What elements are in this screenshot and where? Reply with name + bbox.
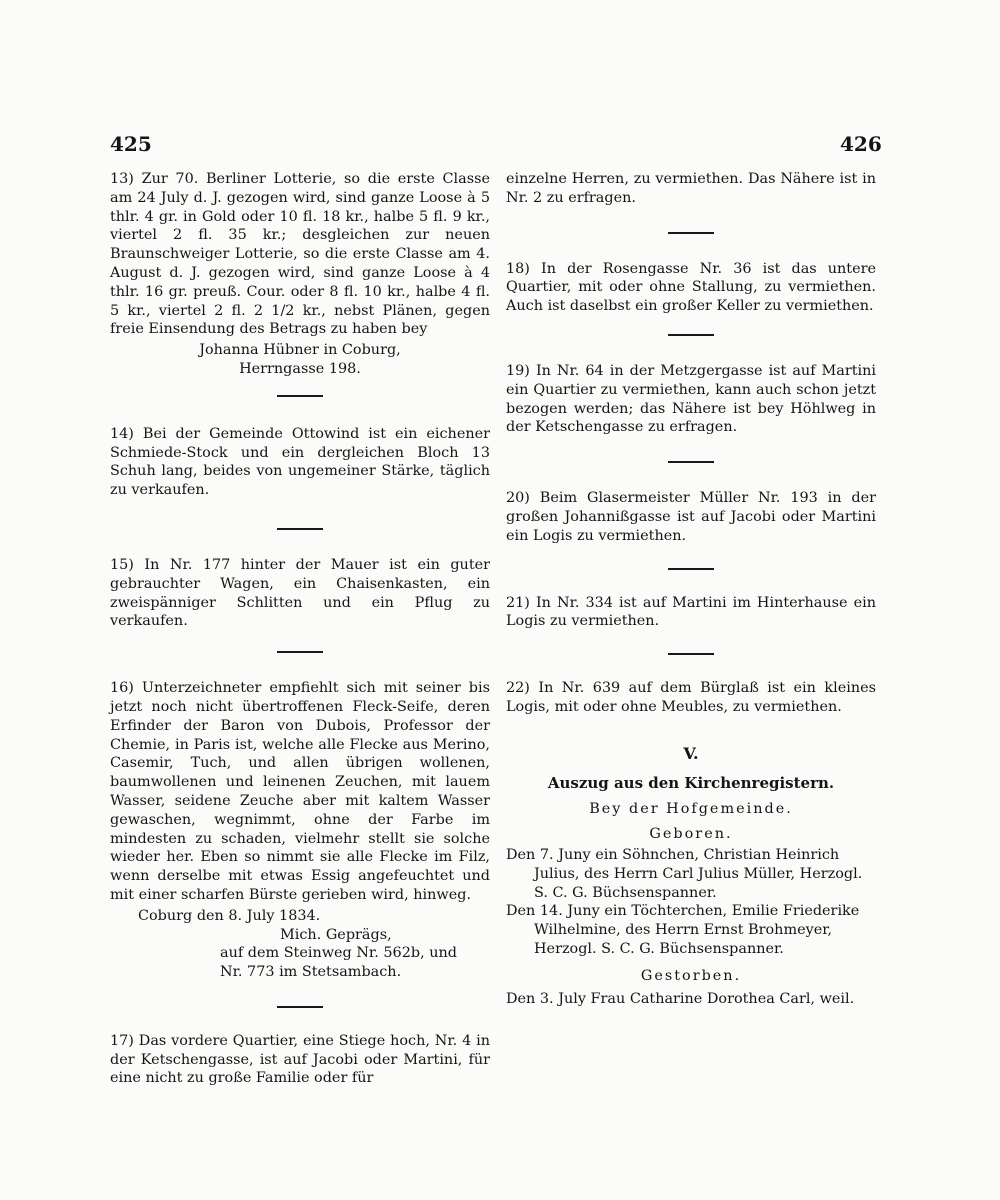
divider	[277, 1006, 323, 1008]
notice-18: 18) In der Rosengasse Nr. 36 ist das untere Quartier, mit oder ohne Stallung, zu vermiethen. Auch ist daselbst ein großer Keller zu vermiethen.	[506, 260, 876, 315]
section-subtitle: Bey der Hofgemeinde.	[589, 801, 793, 818]
divider	[668, 461, 714, 463]
signature-16-address2: Nr. 773 im Stetsambach.	[220, 964, 402, 981]
divider	[668, 653, 714, 655]
births-heading: Geboren.	[649, 826, 733, 843]
divider	[277, 395, 323, 397]
page-number-right: 426	[840, 132, 882, 156]
notice-13: 13) Zur 70. Berliner Lotterie, so die erste Classe am 24 July d. J. gezogen wird, sind ganze Loose à 5 thlr. 4 gr. in Gold oder 10 fl. 18 kr., halbe 5 fl. 9 kr., viertel 2 fl. 35 kr.; desgleichen zur neuen Braunschweiger Lotterie, so die erste Classe am 4. August d. J. gezogen wird, sind ganze Loose à 4 thlr. 16 gr. preuß. Cour. oder 8 fl. 10 kr., halbe 4 fl. 5 kr., viertel 2 fl. 2 1/2 kr., nebst Plänen, gegen freie Einsendung des Betrags zu haben bey	[110, 171, 490, 338]
notice-21: 21) In Nr. 334 ist auf Martini im Hinterhause ein Logis zu vermiethen.	[506, 594, 876, 630]
notice-17: 17) Das vordere Quartier, eine Stiege hoch, Nr. 4 in der Ketschengasse, ist auf Jacobi oder Martini, für eine nicht zu große Familie oder für	[110, 1032, 490, 1087]
section-number: V.	[683, 743, 699, 763]
place-date-16: Coburg den 8. July 1834.	[138, 907, 321, 924]
death-record-1: Den 3. July Frau Catharine Dorothea Carl, weil.	[506, 990, 855, 1007]
notice-22: 22) In Nr. 639 auf dem Bürglaß ist ein kleines Logis, mit oder ohne Meubles, zu vermiethen.	[506, 680, 876, 715]
left-column	[110, 170, 490, 1088]
section-title: Auszug aus den Kirchenregistern.	[547, 773, 835, 792]
page-number-left: 425	[110, 132, 152, 156]
notice-20: 20) Beim Glasermeister Müller Nr. 193 in der großen Johannißgasse ist auf Jacobi oder Martini ein Logis zu vermiethen.	[506, 490, 876, 544]
right-column	[506, 170, 876, 1008]
notice-19: 19) In Nr. 64 in der Metzgergasse ist auf Martini ein Quartier zu vermiethen, kann auch schon jetzt bezogen werden; das Nähere ist bey Höhlweg in der Ketschengasse zu erfragen.	[506, 362, 876, 436]
signature-16-address1: auf dem Steinweg Nr. 562b, und	[220, 945, 457, 962]
divider	[277, 528, 323, 530]
signature-16-name: Mich. Geprägs,	[280, 926, 392, 943]
notice-17-continued: einzelne Herren, zu vermiethen. Das Nähere ist in Nr. 2 zu erfragen.	[506, 171, 876, 206]
signature-13-address: Herrngasse 198.	[239, 360, 361, 377]
divider	[668, 334, 714, 336]
divider	[668, 232, 714, 234]
notice-15: 15) In Nr. 177 hinter der Mauer ist ein guter gebrauchter Wagen, ein Chaisenkasten, ein zweispänniger Schlitten und ein Pflug zu verkaufen.	[110, 556, 490, 630]
birth-record-1: Den 7. Juny ein Söhnchen, Christian Heinrich Julius, des Herrn Carl Julius Müller, Herzogl. S. C. G. Büchsenspanner.	[506, 846, 863, 901]
signature-13-name: Johanna Hübner in Coburg,	[199, 342, 401, 359]
deaths-heading: Gestorben.	[640, 967, 742, 984]
birth-record-2: Den 14. Juny ein Töchterchen, Emilie Friederike Wilhelmine, des Herrn Ernst Brohmeyer, Herzogl. S. C. G. Büchsenspanner.	[506, 903, 860, 957]
notice-14: 14) Bei der Gemeinde Ottowind ist ein eichener Schmiede-Stock und ein dergleichen Bloch 13 Schuh lang, beides von ungemeiner Stärke, täglich zu verkaufen.	[110, 425, 490, 499]
divider	[668, 568, 714, 570]
notice-16: 16) Unterzeichneter empfiehlt sich mit seiner bis jetzt noch nicht übertroffenen Fleck-Seife, deren Erfinder der Baron von Dubois, Professor der Chemie, in Paris ist, welche alle Flecke aus Merino, Casemir, Tuch, und allen übrigen wollenen, baumwollenen und leinenen Zeuchen, mit lauem Wasser, seidene Zeuche aber mit kaltem Wasser gewaschen, wegnimmt, ohne der Farbe im mindesten zu schaden, vielmehr stellt sie solche wieder her. Eben so nimmt sie alle Flecke im Filz, wenn derselbe mit etwas Essig angefeuchtet und mit einer scharfen Bürste gerieben wird, hinweg.	[110, 680, 490, 903]
divider	[277, 651, 323, 653]
